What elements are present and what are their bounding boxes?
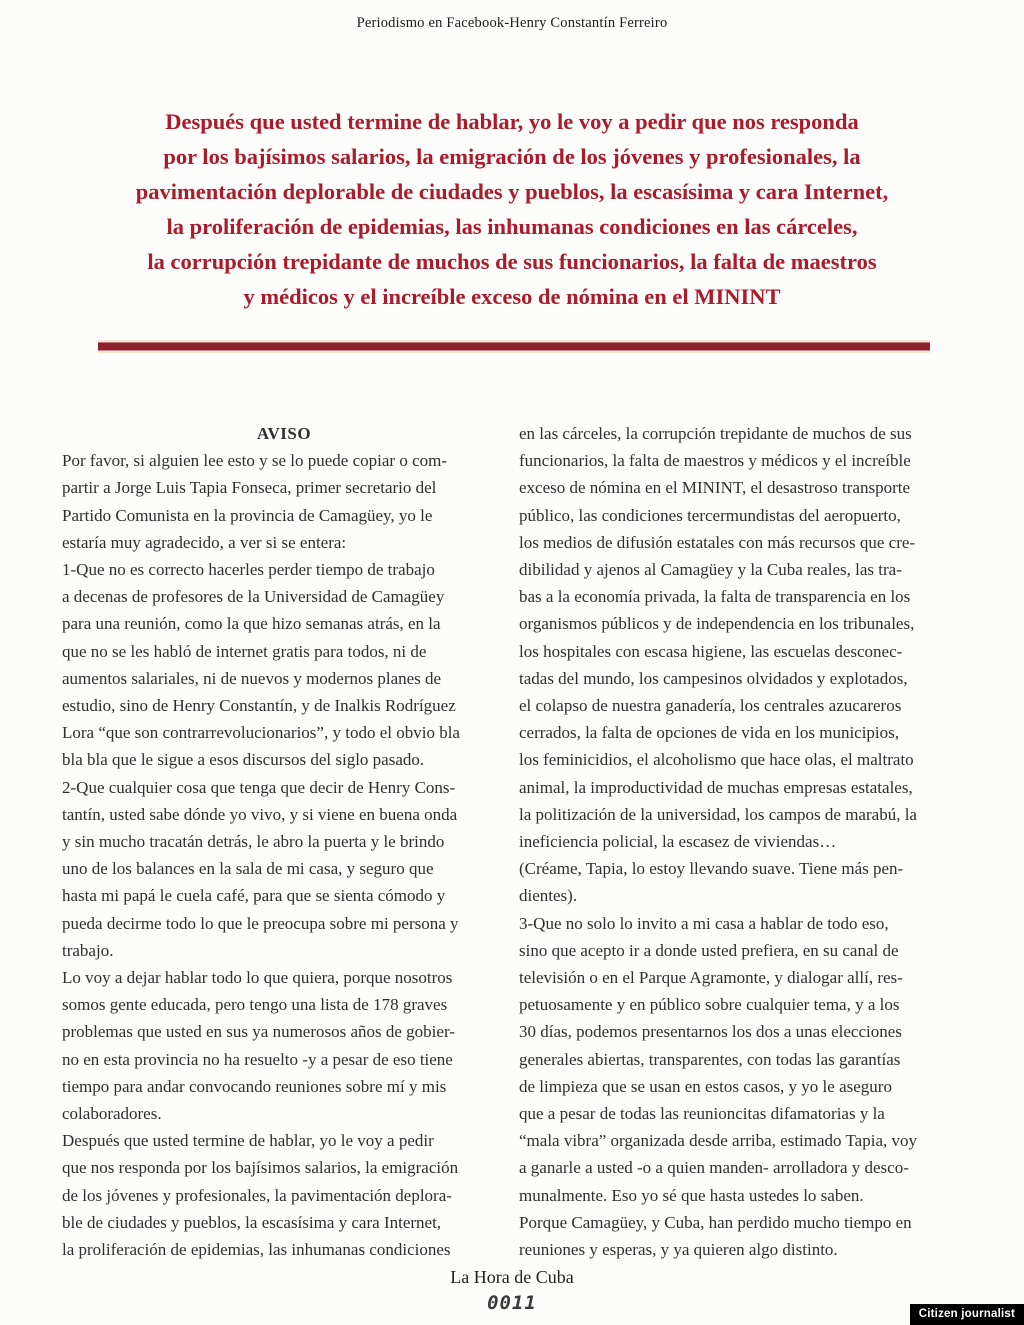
text-line: dibilidad y ajenos al Camagüey y la Cuba reales, las tra-: [519, 560, 902, 580]
text-line: estudio, sino de Henry Constantín, y de Inalkis Rodríguez: [62, 696, 456, 716]
page-number: 0011: [487, 1292, 537, 1315]
text-line: televisión o en el Parque Agramonte, y dialogar allí, res-: [519, 968, 903, 988]
headline-line: pavimentación deplorable de ciudades y pueblos, la escasísima y cara Internet,: [135, 179, 889, 204]
headline-line: y médicos y el increíble exceso de nómina en el MININT: [243, 284, 781, 309]
text-line: a ganarle a usted -o a quien manden- arrolladora y desco-: [519, 1158, 909, 1178]
right-column-text: [519, 420, 967, 1263]
text-line: 30 días, podemos presentarnos los dos a unas elecciones: [519, 1022, 902, 1042]
article-body: [0, 420, 1024, 1263]
text-line: aumentos salariales, ni de nuevos y modernos planes de: [62, 668, 442, 688]
headline: [0, 104, 1024, 314]
text-line: “mala vibra” organizada desde arriba, estimado Tapia, voy: [519, 1131, 917, 1151]
text-line: pueda decirme todo lo que le preocupa sobre mi persona y: [62, 913, 459, 933]
text-line: partir a Jorge Luis Tapia Fonseca, primer secretario del: [62, 478, 437, 498]
text-line: uno de los balances en la sala de mi casa, y seguro que: [62, 859, 434, 879]
text-line: el colapso de nuestra ganadería, los centrales azucareros: [519, 696, 902, 716]
divider-rule: [98, 342, 930, 351]
text-line: petuosamente y en público sobre cualquier tema, y a los: [519, 995, 900, 1015]
text-line: en las cárceles, la corrupción trepidante de muchos de sus: [519, 424, 912, 443]
text-line: ineficiencia policial, la escasez de viviendas…: [519, 832, 837, 852]
text-line: Porque Camagüey, y Cuba, han perdido mucho tiempo en: [519, 1212, 912, 1232]
text-line: generales abiertas, transparentes, con todas las garantías: [519, 1049, 901, 1069]
text-line: problemas que usted en sus ya numerosos años de gobier-: [62, 1022, 455, 1042]
headline-line: la corrupción trepidante de muchos de sus funcionarios, la falta de maestros: [147, 249, 877, 274]
publication-name: La Hora de Cuba: [450, 1267, 574, 1288]
text-line: 2-Que cualquier cosa que tenga que decir de Henry Cons-: [62, 777, 456, 797]
text-line: a decenas de profesores de la Universidad de Camagüey: [62, 587, 445, 607]
text-line: organismos públicos y de independencia en los tribunales,: [519, 614, 915, 634]
text-line: Después que usted termine de hablar, yo le voy a pedir: [62, 1131, 434, 1151]
text-line: exceso de nómina en el MININT, el desastroso transporte: [519, 478, 911, 498]
header-caption: Periodismo en Facebook-Henry Constantín Ferreiro: [356, 15, 668, 31]
text-line: que nos responda por los bajísimos salarios, la emigración: [62, 1158, 459, 1178]
text-line: tantín, usted sabe dónde yo vivo, y si viene en buena onda: [62, 804, 458, 824]
text-line: la politización de la universidad, los campos de marabú, la: [519, 804, 917, 824]
text-line: no en esta provincia no ha resuelto -y a pesar de eso tiene: [62, 1049, 453, 1069]
text-line: 3-Que no solo lo invito a mi casa a hablar de todo eso,: [519, 913, 889, 933]
text-line: que a pesar de todas las reunioncitas difamatorias y la: [519, 1104, 885, 1124]
text-line: sino que acepto ir a donde usted prefiera, en su canal de: [519, 940, 899, 960]
right-column: [519, 420, 967, 1263]
text-line: hasta mi papá le cuela café, para que se sienta cómodo y: [62, 886, 446, 906]
text-line: Partido Comunista en la provincia de Camagüey, yo le: [62, 505, 433, 525]
text-line: la proliferación de epidemias, las inhumanas condiciones: [62, 1240, 451, 1260]
text-line: y sin mucho tracatán detrás, le abro la puerta y le brindo: [62, 832, 445, 852]
text-line: los feminicidios, el alcoholismo que hace olas, el maltrato: [519, 750, 914, 770]
text-line: reuniones y esperas, y ya quieren algo distinto.: [519, 1240, 838, 1260]
text-line: público, las condiciones tercermundistas del aeropuerto,: [519, 505, 901, 525]
text-line: funcionarios, la falta de maestros y médicos y el increíble: [519, 451, 911, 471]
text-line: (Créame, Tapia, lo estoy llevando suave. Tiene más pen-: [519, 859, 904, 879]
text-line: bas a la economía privada, la falta de transparencia en los: [519, 587, 911, 607]
text-line: dientes).: [519, 886, 578, 906]
text-line: trabajo.: [62, 940, 114, 960]
text-line: bla bla que le sigue a esos discursos del siglo pasado.: [62, 750, 425, 770]
text-line: que no se les habló de internet gratis para todos, ni de: [62, 641, 427, 661]
text-line: los hospitales con escasa higiene, las escuelas desconec-: [519, 641, 903, 661]
text-line: Lo voy a dejar hablar todo lo que quiera, porque nosotros: [62, 968, 453, 988]
text-line: para una reunión, como la que hizo semanas atrás, en la: [62, 614, 441, 634]
headline-line: la proliferación de epidemias, las inhumanas condiciones en las cárceles,: [166, 214, 858, 239]
text-line: cerrados, la falta de opciones de vida en los municipios,: [519, 723, 900, 743]
aviso-heading: AVISO: [256, 424, 312, 443]
left-column: [62, 420, 506, 1263]
headline-line: por los bajísimos salarios, la emigración de los jóvenes y profesionales, la: [163, 144, 861, 169]
text-line: tiempo para andar convocando reuniones sobre mí y mis: [62, 1076, 447, 1096]
text-line: los medios de difusión estatales con más recursos que cre-: [519, 532, 916, 552]
text-line: Por favor, si alguien lee esto y se lo puede copiar o com-: [62, 451, 448, 471]
text-line: 1-Que no es correcto hacerles perder tiempo de trabajo: [62, 560, 435, 580]
left-column-text: [62, 447, 506, 1263]
text-line: de los jóvenes y profesionales, la pavimentación deplora-: [62, 1185, 452, 1205]
text-line: munalmente. Eso yo sé que hasta ustedes lo saben.: [519, 1185, 864, 1205]
headline-line: Después que usted termine de hablar, yo le voy a pedir que nos responda: [165, 109, 859, 134]
text-line: estaría muy agradecido, a ver si se entera:: [62, 532, 347, 552]
text-line: Lora “que son contrarrevolucionarios”, y todo el obvio bla: [62, 723, 460, 743]
text-line: de limpieza que se usan en estos casos, y yo le aseguro: [519, 1076, 892, 1096]
text-line: ble de ciudades y pueblos, la escasísima y cara Internet,: [62, 1212, 442, 1232]
text-line: somos gente educada, pero tengo una lista de 178 graves: [62, 995, 448, 1015]
citizen-journalist-badge: Citizen journalist: [910, 1304, 1024, 1325]
text-line: colaboradores.: [62, 1104, 162, 1124]
text-line: tadas del mundo, los campesinos olvidados y explotados,: [519, 668, 908, 688]
text-line: animal, la improductividad de muchas empresas estatales,: [519, 777, 913, 797]
